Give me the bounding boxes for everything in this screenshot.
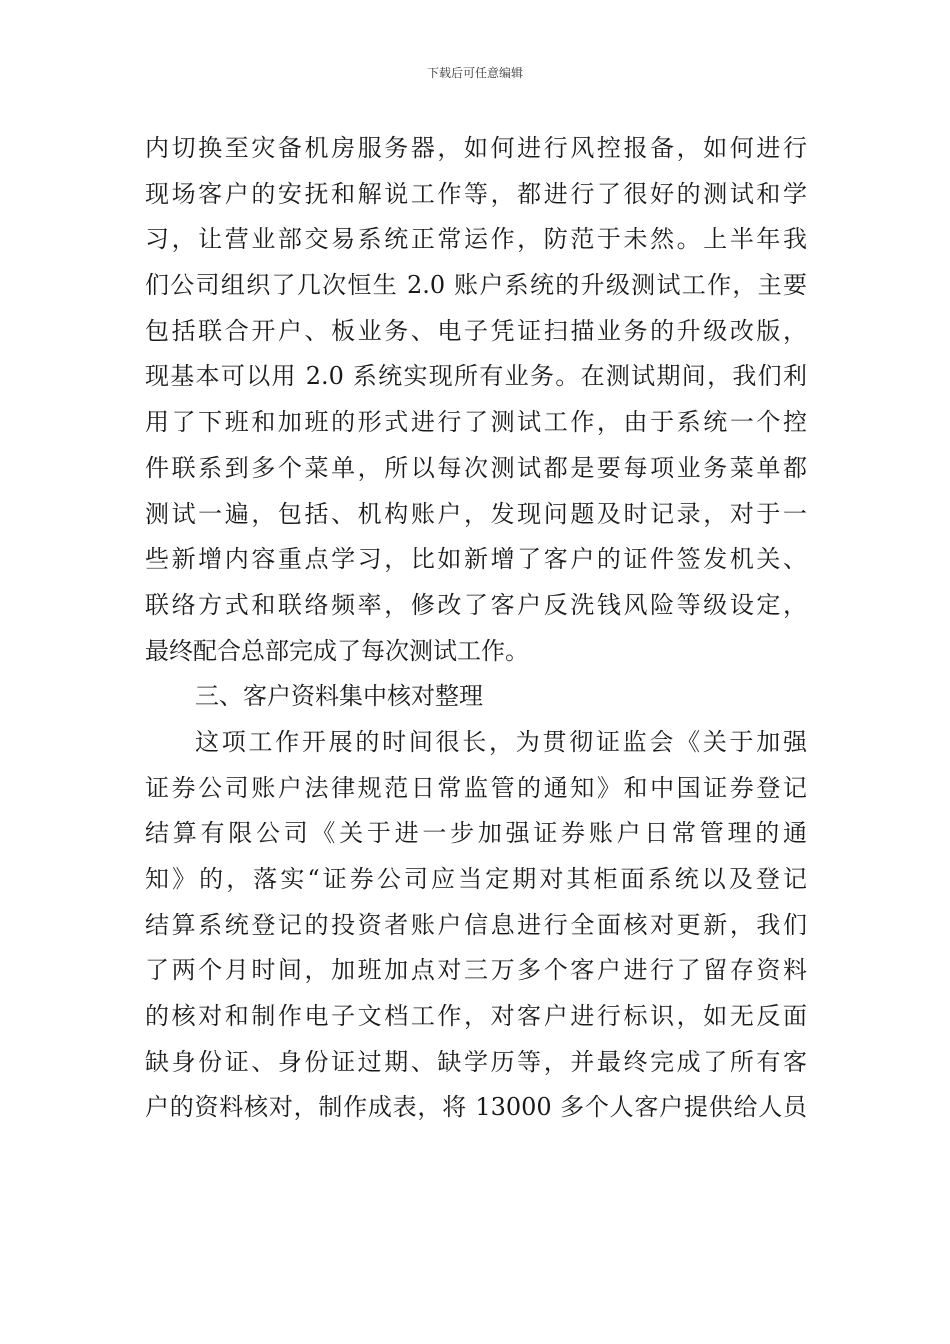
text-line: 结算系统登记的投资者账户信息进行全面核对更新，我们	[145, 910, 807, 939]
text-line: 些新增内容重点学习，比如新增了客户的证件签发机关、	[145, 545, 807, 574]
text-line: 缺身份证、身份证过期、缺学历等，并最终完成了所有客	[145, 1047, 807, 1076]
text-line: 了两个月时间，加班加点对三万多个客户进行了留存资料	[145, 956, 807, 985]
text-line: 知》的，落实“证券公司应当定期对其柜面系统以及登记	[145, 865, 807, 893]
text-line: 现基本可以用 2.0 系统实现所有业务。在测试期间，我们利	[145, 362, 807, 391]
text-line: 们公司组织了几次恒生 2.0 账户系统的升级测试工作，主要	[145, 271, 807, 300]
text-line: 结算有限公司《关于进一步加强证券账户日常管理的通	[145, 819, 807, 848]
text-line: 用了下班和加班的形式进行了测试工作，由于系统一个控	[145, 408, 807, 437]
text-line: 的核对和制作电子文档工作，对客户进行标识，如无反面	[145, 1002, 807, 1031]
text-line: 联络方式和联络频率，修改了客户反洗钱风险等级设定，	[145, 590, 807, 619]
text-line: 测试一遍，包括、机构账户，发现问题及时记录，对于一	[145, 499, 807, 528]
text-line: 习，让营业部交易系统正常运作，防范于未然。上半年我	[145, 225, 807, 254]
section-heading: 三、客户资料集中核对整理	[195, 682, 483, 711]
text-line: 件联系到多个菜单，所以每次测试都是要每项业务菜单都	[145, 453, 807, 482]
text-line: 最终配合总部完成了每次测试工作。	[145, 636, 529, 665]
text-line: 户的资料核对，制作成表，将 13000 多个人客户提供给人员	[145, 1093, 807, 1122]
document-body	[145, 126, 807, 1131]
text-line: 现场客户的安抚和解说工作等，都进行了很好的测试和学	[145, 179, 807, 208]
text-line: 包括联合开户、板业务、电子凭证扫描业务的升级改版，	[145, 316, 807, 345]
page-header: 下载后可任意编辑	[426, 66, 523, 80]
text-line: 内切换至灾备机房服务器，如何进行风控报备，如何进行	[145, 134, 807, 162]
paragraph-first-line: 这项工作开展的时间很长，为贯彻证监会《关于加强	[195, 727, 807, 756]
text-line: 证券公司账户法律规范日常监管的通知》和中国证券登记	[145, 773, 807, 802]
